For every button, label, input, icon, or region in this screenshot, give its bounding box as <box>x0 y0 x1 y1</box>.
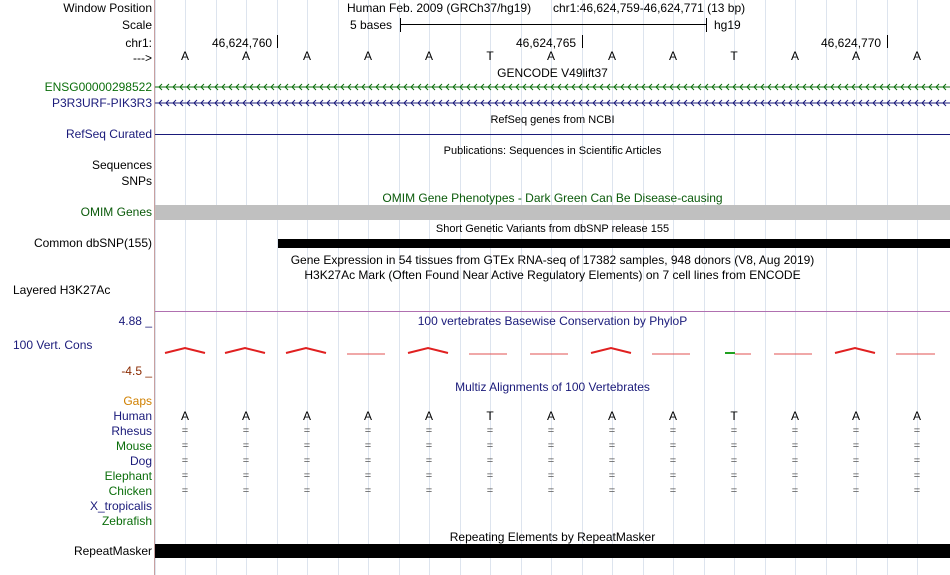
base-letter: A <box>424 49 433 63</box>
alignment-match-symbol: = <box>791 440 799 452</box>
human-base: A <box>241 409 250 423</box>
alignment-match-symbol: = <box>242 485 250 497</box>
alignment-match-symbol: = <box>486 470 494 482</box>
alignment-match-symbol: = <box>303 455 311 467</box>
human-base: A <box>851 409 860 423</box>
species-label-chicken: Chicken <box>108 484 152 498</box>
track-label-omim[interactable]: OMIM Genes <box>80 205 152 219</box>
alignment-match-symbol: = <box>547 425 555 437</box>
alignment-match-symbol: = <box>181 455 189 467</box>
dbsnp-track-title: Short Genetic Variants from dbSNP release 155 <box>435 223 670 235</box>
coordinate-tick <box>582 35 583 48</box>
omim-feature-bar[interactable] <box>155 205 950 220</box>
gtex-track-title: Gene Expression in 54 tissues from GTEx RNA-seq of 17382 samples, 948 donors (V8, Aug 2019) <box>290 253 815 267</box>
multiz-track-title: Multiz Alignments of 100 Vertebrates <box>455 380 650 394</box>
alignment-match-symbol: = <box>364 485 372 497</box>
alignment-match-symbol: = <box>913 485 921 497</box>
alignment-match-symbol: = <box>730 455 738 467</box>
human-base: A <box>668 409 677 423</box>
gencode-track-title: GENCODE V49lift37 <box>497 66 608 80</box>
strand-arrow-label: ---> <box>133 51 152 65</box>
base-letter: A <box>607 49 616 63</box>
scale-label: Scale <box>121 18 152 32</box>
alignment-match-symbol: = <box>608 470 616 482</box>
track-label-conservation[interactable]: 100 Vert. Cons <box>13 338 93 352</box>
alignment-match-symbol: = <box>608 455 616 467</box>
base-letter: A <box>546 49 555 63</box>
track-labels-column <box>0 0 155 575</box>
coordinate-label: 46,624,770 <box>821 36 882 50</box>
base-letter: A <box>851 49 860 63</box>
alignment-match-symbol: = <box>608 485 616 497</box>
window-position-label: Window Position <box>63 1 152 15</box>
base-letter: T <box>486 49 494 63</box>
alignment-match-symbol: = <box>242 425 250 437</box>
alignment-match-symbol: = <box>303 470 311 482</box>
alignment-match-symbol: = <box>730 425 738 437</box>
base-letter: A <box>912 49 921 63</box>
alignment-match-symbol: = <box>547 440 555 452</box>
alignment-match-symbol: = <box>547 485 555 497</box>
refseq-gene-line[interactable] <box>155 134 950 135</box>
species-label-human: Human <box>113 409 152 423</box>
alignment-match-symbol: = <box>730 440 738 452</box>
alignment-match-symbol: = <box>303 485 311 497</box>
alignment-match-symbol: = <box>669 485 677 497</box>
human-base: A <box>180 409 189 423</box>
alignment-match-symbol: = <box>364 470 372 482</box>
human-base: A <box>363 409 372 423</box>
coordinate-tick <box>277 35 278 48</box>
assembly-title: Human Feb. 2009 (GRCh37/hg19) <box>347 1 532 15</box>
alignment-match-symbol: = <box>913 470 921 482</box>
gencode-gene-feature[interactable] <box>155 82 950 92</box>
human-base: T <box>486 409 494 423</box>
gencode-gene2-feature[interactable] <box>155 98 950 108</box>
alignment-match-symbol: = <box>486 485 494 497</box>
base-letter: A <box>180 49 189 63</box>
publications-track-title: Publications: Sequences in Scientific Articles <box>443 145 662 157</box>
conservation-max-label: 4.88 _ <box>118 314 152 328</box>
coordinate-label: 46,624,760 <box>212 36 273 50</box>
base-letter: A <box>668 49 677 63</box>
alignment-match-symbol: = <box>242 455 250 467</box>
base-letter: T <box>730 49 738 63</box>
repeatmasker-feature-bar[interactable] <box>155 544 950 558</box>
alignment-match-symbol: = <box>852 440 860 452</box>
alignment-match-symbol: = <box>852 455 860 467</box>
scale-bar-left-tick <box>400 18 401 32</box>
alignment-match-symbol: = <box>852 425 860 437</box>
alignment-match-symbol: = <box>364 425 372 437</box>
base-letter: A <box>790 49 799 63</box>
alignment-match-symbol: = <box>669 470 677 482</box>
species-label-dog: Dog <box>129 454 152 468</box>
alignment-match-symbol: = <box>913 455 921 467</box>
alignment-match-symbol: = <box>608 425 616 437</box>
species-label-xtropicalis: X_tropicalis <box>89 499 152 513</box>
human-base: A <box>546 409 555 423</box>
track-label-sequences[interactable]: Sequences <box>91 158 152 172</box>
alignment-match-symbol: = <box>791 425 799 437</box>
species-label-elephant: Elephant <box>104 469 152 483</box>
coordinate-tick <box>887 35 888 48</box>
conservation-graph[interactable] <box>155 343 950 357</box>
alignment-match-symbol: = <box>852 485 860 497</box>
chromosome-label: chr1: <box>125 36 152 50</box>
track-label-repeatmasker[interactable]: RepeatMasker <box>73 544 152 558</box>
scale-bar-line <box>400 24 706 25</box>
alignment-match-symbol: = <box>486 425 494 437</box>
alignment-match-symbol: = <box>791 470 799 482</box>
alignment-match-symbol: = <box>242 440 250 452</box>
alignment-match-symbol: = <box>242 470 250 482</box>
track-label-dbsnp[interactable]: Common dbSNP(155) <box>33 236 152 250</box>
alignment-match-symbol: = <box>852 470 860 482</box>
alignment-match-symbol: = <box>181 470 189 482</box>
base-letter: A <box>302 49 311 63</box>
alignment-match-symbol: = <box>364 440 372 452</box>
alignment-match-symbol: = <box>913 440 921 452</box>
conservation-min-label: -4.5 _ <box>121 364 152 378</box>
position-range: chr1:46,624,759-46,624,771 (13 bp) <box>553 1 746 15</box>
human-base: A <box>424 409 433 423</box>
alignment-match-symbol: = <box>486 455 494 467</box>
alignment-match-symbol: = <box>547 470 555 482</box>
alignment-match-symbol: = <box>181 425 189 437</box>
track-label-refseq[interactable]: RefSeq Curated <box>65 127 152 141</box>
human-base: A <box>302 409 311 423</box>
alignment-match-symbol: = <box>669 425 677 437</box>
alignment-match-symbol: = <box>425 425 433 437</box>
omim-track-title: OMIM Gene Phenotypes - Dark Green Can Be Disease-causing <box>382 191 723 205</box>
alignment-match-symbol: = <box>425 485 433 497</box>
alignment-match-symbol: = <box>364 455 372 467</box>
alignment-match-symbol: = <box>181 485 189 497</box>
alignment-match-symbol: = <box>913 425 921 437</box>
conservation-track-title: 100 vertebrates Basewise Conservation by PhyloP <box>417 314 688 328</box>
dbsnp-feature-bar[interactable] <box>278 239 950 248</box>
alignment-match-symbol: = <box>303 425 311 437</box>
h3k27ac-baseline <box>155 311 950 312</box>
track-label-gencode-gene2[interactable]: P3R3URF-PIK3R3 <box>51 96 152 110</box>
alignment-match-symbol: = <box>730 485 738 497</box>
track-label-snps[interactable]: SNPs <box>121 174 152 188</box>
multiz-gaps-label: Gaps <box>123 394 152 408</box>
alignment-match-symbol: = <box>425 470 433 482</box>
alignment-match-symbol: = <box>669 455 677 467</box>
species-label-mouse: Mouse <box>115 439 152 453</box>
alignment-match-symbol: = <box>730 470 738 482</box>
browser-tracks-image[interactable] <box>155 0 950 575</box>
h3k27ac-track-title: H3K27Ac Mark (Often Found Near Active Regulatory Elements) on 7 cell lines from ENCODE <box>304 268 801 282</box>
refseq-track-title: RefSeq genes from NCBI <box>490 114 615 126</box>
track-label-h3k27ac[interactable]: Layered H3K27Ac <box>13 283 111 297</box>
track-label-gencode-gene[interactable]: ENSG00000298522 <box>44 80 152 94</box>
alignment-match-symbol: = <box>608 440 616 452</box>
human-base: T <box>730 409 738 423</box>
species-label-rhesus: Rhesus <box>111 424 152 438</box>
repeatmasker-track-title: Repeating Elements by RepeatMasker <box>449 530 656 544</box>
coordinate-label: 46,624,765 <box>516 36 577 50</box>
alignment-match-symbol: = <box>669 440 677 452</box>
human-base: A <box>912 409 921 423</box>
base-letter: A <box>363 49 372 63</box>
alignment-match-symbol: = <box>425 440 433 452</box>
base-letter: A <box>241 49 250 63</box>
human-base: A <box>607 409 616 423</box>
alignment-match-symbol: = <box>181 440 189 452</box>
scale-bar-right-tick <box>706 18 707 32</box>
species-label-zebrafish: Zebrafish <box>101 514 152 528</box>
scale-bar-db: hg19 <box>714 18 741 32</box>
alignment-match-symbol: = <box>425 455 433 467</box>
alignment-match-symbol: = <box>303 440 311 452</box>
alignment-match-symbol: = <box>547 455 555 467</box>
human-base: A <box>790 409 799 423</box>
alignment-match-symbol: = <box>791 455 799 467</box>
alignment-match-symbol: = <box>791 485 799 497</box>
alignment-match-symbol: = <box>486 440 494 452</box>
scale-bar-text: 5 bases <box>350 18 393 32</box>
